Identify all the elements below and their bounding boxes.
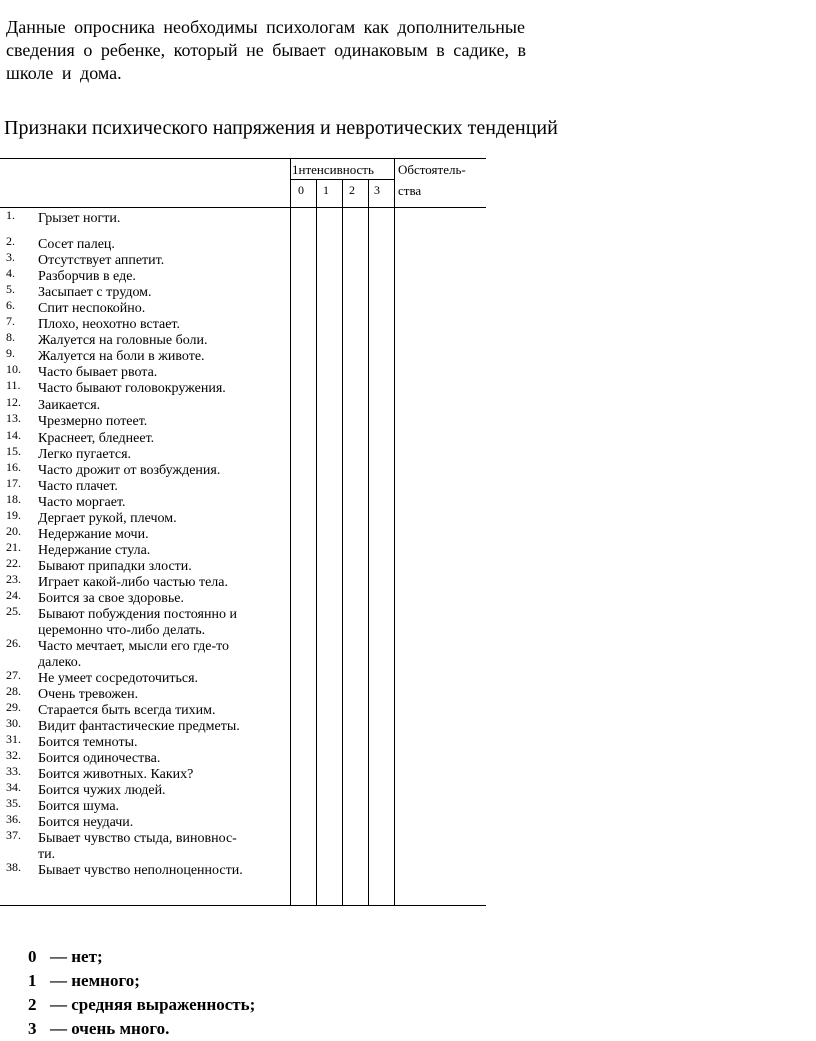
- intro-line: сведения о ребенке, который не бывает одинаковым в садике, в: [6, 40, 527, 60]
- item-text-line: Спит неспокойно.: [38, 301, 146, 316]
- scale-label-0: 0: [298, 183, 304, 197]
- item-number: 10.: [6, 362, 21, 376]
- symptoms-table: [0, 158, 486, 906]
- table-row: [0, 860, 290, 877]
- table-row: [0, 524, 290, 541]
- item-text-line: Чрезмерно потеет.: [38, 414, 148, 429]
- item-text-line: Боится одиночества.: [38, 751, 161, 766]
- legend-key: 3: [28, 1019, 37, 1038]
- table-row: [0, 732, 290, 749]
- item-text-line: Засыпает с трудом.: [38, 285, 152, 300]
- item-text-line: Бывают побуждения постоянно и: [38, 607, 237, 622]
- legend-item: [28, 993, 255, 1017]
- table-row: [0, 460, 290, 477]
- item-text-line: Боится темноты.: [38, 735, 138, 750]
- legend-key: 1: [28, 971, 37, 990]
- item-number: 15.: [6, 444, 21, 458]
- item-number: 13.: [6, 411, 21, 425]
- item-number: 29.: [6, 700, 21, 714]
- table-row: [0, 572, 290, 589]
- item-number: 24.: [6, 588, 21, 602]
- table-row: [0, 764, 290, 781]
- item-text-line: Бывает чувство стыда, виновнос-: [38, 831, 237, 846]
- table-row: [0, 330, 290, 347]
- item-number: 33.: [6, 764, 21, 778]
- table-row: [0, 540, 290, 557]
- item-text: [38, 639, 229, 671]
- intro-line: Данные опросника необходимы психологам как дополнительные: [6, 17, 525, 37]
- item-number: 34.: [6, 780, 21, 794]
- item-number: 14.: [6, 428, 21, 442]
- item-text-line: Видит фантастические предметы.: [38, 719, 240, 734]
- scale-label-3: 3: [374, 183, 380, 197]
- item-number: 36.: [6, 812, 21, 826]
- table-row: [0, 208, 290, 225]
- item-number: 27.: [6, 668, 21, 682]
- legend-item: [28, 1017, 255, 1041]
- item-text-line: Разборчив в еде.: [38, 269, 136, 284]
- intro-paragraph: [6, 16, 606, 85]
- table-row: [0, 780, 290, 797]
- item-number: 1.: [6, 208, 15, 222]
- item-text-line: Дергает рукой, плечом.: [38, 511, 177, 526]
- section-heading: Признаки психического напряжения и невротических тенденций: [4, 117, 558, 139]
- table-row: [0, 588, 290, 605]
- item-number: 9.: [6, 346, 15, 360]
- item-text: [38, 863, 243, 879]
- item-number: 16.: [6, 460, 21, 474]
- item-text-line: Боится шума.: [38, 799, 120, 814]
- item-text-line: Жалуется на боли в животе.: [38, 349, 205, 364]
- item-text-line: Бывает чувство неполноценности.: [38, 863, 243, 878]
- table-row: [0, 444, 290, 461]
- table-row: [0, 684, 290, 701]
- item-number: 28.: [6, 684, 21, 698]
- item-text-line: Заикается.: [38, 398, 101, 413]
- table-bottom-border: [0, 905, 486, 906]
- item-number: 25.: [6, 604, 21, 618]
- item-number: 22.: [6, 556, 21, 570]
- item-text-line: Часто мечтает, мысли его где-то: [38, 639, 230, 654]
- item-number: 12.: [6, 395, 21, 409]
- item-text-line: Часто бывает рвота.: [38, 365, 158, 380]
- item-text-line: Часто моргает.: [38, 495, 126, 510]
- table-row: [0, 346, 290, 363]
- item-text-line: Плохо, неохотно встает.: [38, 317, 180, 332]
- item-text: [38, 211, 120, 227]
- table-row: [0, 700, 290, 717]
- column-divider: [342, 179, 343, 905]
- item-number: 11.: [6, 378, 21, 392]
- legend-text: — немного;: [50, 971, 140, 990]
- legend-text: — средняя выраженность;: [50, 995, 256, 1014]
- item-text-line: Грызет ногти.: [38, 211, 121, 226]
- item-text-line: Сосет палец.: [38, 237, 115, 252]
- item-text-line: Боится чужих людей.: [38, 783, 166, 798]
- item-number: 4.: [6, 266, 15, 280]
- intensity-header: 1нтенсивность: [292, 162, 374, 177]
- table-row: [0, 812, 290, 829]
- table-row: [0, 828, 290, 862]
- table-row: [0, 234, 290, 251]
- item-text-line: Легко пугается.: [38, 447, 132, 462]
- item-text-line: Часто бывают головокружения.: [38, 381, 226, 396]
- item-number: 3.: [6, 250, 15, 264]
- scale-label-1: 1: [323, 183, 329, 197]
- item-number: 7.: [6, 314, 15, 328]
- item-number: 17.: [6, 476, 21, 490]
- item-number: 18.: [6, 492, 21, 506]
- intensity-legend: [28, 945, 255, 1041]
- item-number: 31.: [6, 732, 21, 746]
- item-text-line: Не умеет сосредоточиться.: [38, 671, 199, 686]
- item-text-line: Боится животных. Каких?: [38, 767, 194, 782]
- item-number: 30.: [6, 716, 21, 730]
- table-row: [0, 604, 290, 638]
- item-text-line: Часто дрожит от возбуждения.: [38, 463, 221, 478]
- table-row: [0, 428, 290, 445]
- legend-key: 0: [28, 947, 37, 966]
- scale-label-2: 2: [349, 183, 355, 197]
- item-number: 6.: [6, 298, 15, 312]
- table-row: [0, 362, 290, 379]
- item-number: 8.: [6, 330, 15, 344]
- table-row: [0, 636, 290, 670]
- table-top-border: [0, 158, 486, 159]
- column-divider: [394, 158, 395, 905]
- item-text-line: Отсутствует аппетит.: [38, 253, 165, 268]
- table-row: [0, 796, 290, 813]
- legend-item: [28, 969, 255, 993]
- table-row: [0, 668, 290, 685]
- item-text-line: Бывают припадки злости.: [38, 559, 192, 574]
- item-number: 5.: [6, 282, 15, 296]
- table-row: [0, 298, 290, 315]
- table-row: [0, 411, 290, 428]
- item-text-line: Жалуется на головные боли.: [38, 333, 208, 348]
- item-number: 23.: [6, 572, 21, 586]
- item-text-line: ти.: [38, 847, 56, 862]
- table-row: [0, 508, 290, 525]
- circumstances-header: ства: [398, 183, 422, 198]
- item-number: 32.: [6, 748, 21, 762]
- legend-key: 2: [28, 995, 37, 1014]
- table-row: [0, 282, 290, 299]
- table-row: [0, 266, 290, 283]
- item-text: [38, 831, 237, 863]
- item-text-line: Старается быть всегда тихим.: [38, 703, 216, 718]
- item-text-line: церемонно что-либо делать.: [38, 623, 206, 638]
- legend-text: — нет;: [50, 947, 103, 966]
- item-text-line: Недержание стула.: [38, 543, 151, 558]
- item-number: 37.: [6, 828, 21, 842]
- circumstances-header: Обстоятель-: [398, 162, 466, 177]
- item-text-line: Очень тревожен.: [38, 687, 139, 702]
- item-text-line: Недержание мочи.: [38, 527, 149, 542]
- item-number: 19.: [6, 508, 21, 522]
- column-divider: [316, 179, 317, 905]
- table-row: [0, 314, 290, 331]
- table-row: [0, 476, 290, 493]
- item-number: 38.: [6, 860, 21, 874]
- table-row: [0, 716, 290, 733]
- column-divider: [368, 179, 369, 905]
- item-number: 21.: [6, 540, 21, 554]
- table-row: [0, 556, 290, 573]
- item-number: 2.: [6, 234, 15, 248]
- table-row: [0, 395, 290, 412]
- table-row: [0, 748, 290, 765]
- item-number: 35.: [6, 796, 21, 810]
- item-number: 20.: [6, 524, 21, 538]
- item-text-line: далеко.: [38, 655, 82, 670]
- table-row: [0, 492, 290, 509]
- table-row: [0, 378, 290, 395]
- item-text-line: Боится за свое здоровье.: [38, 591, 184, 606]
- item-number: 26.: [6, 636, 21, 650]
- legend-item: [28, 945, 255, 969]
- intro-line: школе и дома.: [6, 63, 122, 83]
- table-row: [0, 250, 290, 267]
- item-text: [38, 607, 237, 639]
- column-divider: [290, 158, 291, 905]
- legend-text: — очень много.: [50, 1019, 170, 1038]
- item-text-line: Играет какой-либо частью тела.: [38, 575, 229, 590]
- item-text-line: Краснеет, бледнеет.: [38, 431, 155, 446]
- item-text-line: Часто плачет.: [38, 479, 118, 494]
- item-text-line: Боится неудачи.: [38, 815, 134, 830]
